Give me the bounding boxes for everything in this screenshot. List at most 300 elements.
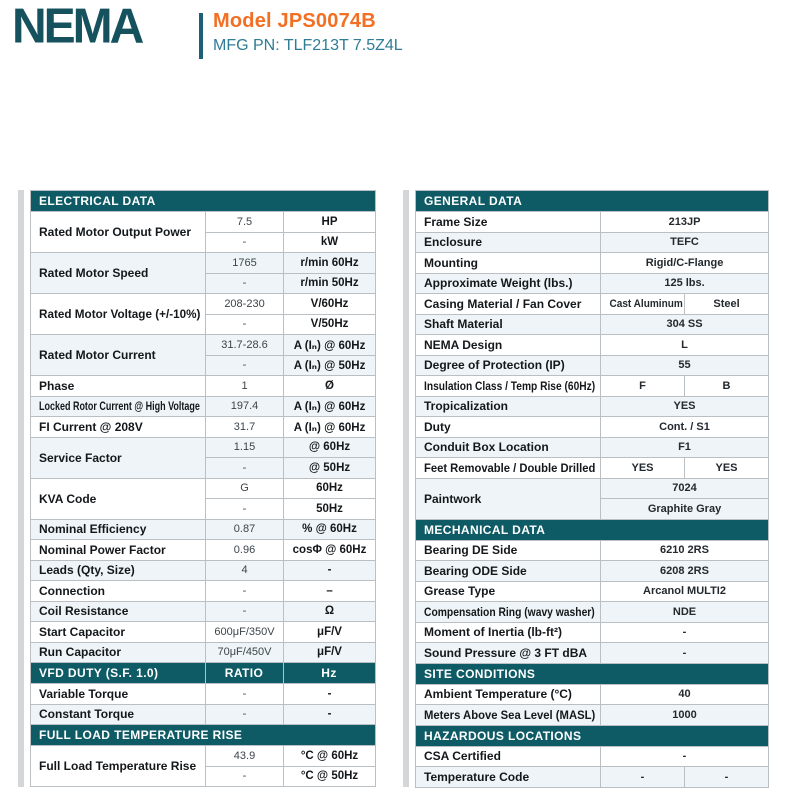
row-label-text: Constant Torque	[39, 707, 135, 722]
row-label-text: KVA Code	[39, 491, 97, 506]
row-value	[206, 376, 284, 397]
row-label	[31, 478, 206, 519]
row-unit	[284, 355, 376, 376]
spec-row	[416, 396, 769, 417]
row-unit	[284, 212, 376, 233]
row-value	[601, 253, 769, 274]
spec-row	[31, 335, 376, 356]
row-value	[206, 253, 284, 274]
row-label-text: Sound Pressure @ 3 FT dBA	[424, 645, 588, 660]
row-label	[416, 561, 601, 582]
row-unit-text: A (Iₙ) @ 60Hz	[293, 421, 366, 434]
row-unit-text: cosΦ @ 60Hz	[292, 543, 367, 556]
row-unit	[284, 396, 376, 417]
row-label-text: Degree of Protection (IP)	[424, 358, 565, 373]
row-label-text: Moment of Inertia (lb-ft²)	[424, 625, 562, 640]
row-label	[416, 396, 601, 417]
row-value	[685, 767, 769, 788]
header-separator	[199, 13, 203, 59]
row-value-text: -	[242, 277, 247, 290]
general-data-table	[415, 190, 768, 788]
row-value-text: -	[242, 236, 247, 249]
row-label	[416, 643, 601, 664]
row-value-text: -	[682, 626, 687, 639]
row-value-text: 197.4	[230, 400, 259, 413]
row-unit	[284, 581, 376, 602]
spec-table	[415, 190, 769, 788]
section-header-text: VFD DUTY (S.F. 1.0)	[39, 666, 159, 680]
row-value	[601, 643, 769, 664]
row-value	[601, 396, 769, 417]
row-label	[416, 273, 601, 294]
spec-row	[416, 314, 769, 335]
row-unit	[284, 540, 376, 561]
row-label	[416, 253, 601, 274]
row-value	[601, 499, 769, 520]
section-header-text: RATIO	[224, 666, 264, 680]
row-unit-text: @ 60Hz	[308, 441, 351, 454]
spec-row	[416, 602, 769, 623]
electrical-data-table	[30, 190, 375, 787]
row-unit-text: V/50Hz	[310, 318, 349, 331]
section-header-text: SITE CONDITIONS	[424, 666, 536, 681]
spec-row	[31, 746, 376, 767]
row-label-text: Feet Removable / Double Drilled	[424, 460, 596, 475]
row-value	[206, 458, 284, 479]
row-value	[601, 602, 769, 623]
row-value	[601, 294, 685, 315]
row-label-text: Bearing DE Side	[424, 543, 518, 558]
row-label-text: FI Current @ 208V	[39, 419, 143, 434]
row-value-text: -	[242, 770, 247, 783]
row-value-text: 1000	[672, 708, 697, 721]
spec-row	[416, 232, 769, 253]
row-label-text: Bearing ODE Side	[424, 563, 527, 578]
spec-row	[31, 642, 376, 663]
row-label-text: Compensation Ring (wavy washer)	[424, 604, 595, 619]
spec-row	[31, 212, 376, 233]
row-label-text: Casing Material / Fan Cover	[424, 296, 582, 311]
row-label	[31, 335, 206, 376]
row-value	[601, 540, 769, 561]
row-value-text: -	[724, 770, 729, 783]
section-header-text: ELECTRICAL DATA	[39, 194, 156, 208]
spec-row	[416, 294, 769, 315]
row-label-text: CSA Certified	[424, 749, 501, 764]
row-value-text: 43.9	[233, 749, 256, 762]
row-value	[206, 294, 284, 315]
spec-row	[416, 437, 769, 458]
row-value	[206, 314, 284, 335]
row-label-text: Nominal Efficiency	[39, 522, 147, 537]
section-header	[416, 519, 769, 540]
row-value	[601, 478, 769, 499]
row-value-text: 1	[241, 379, 248, 392]
row-value-text: Arcanol MULTI2	[643, 585, 726, 598]
row-unit	[284, 499, 376, 520]
row-label-text: Paintwork	[424, 491, 482, 506]
row-value-text: -	[682, 750, 687, 763]
row-label	[31, 540, 206, 561]
row-value-text: B	[722, 379, 731, 392]
row-label	[31, 684, 206, 705]
row-label	[416, 705, 601, 726]
row-value	[685, 376, 769, 397]
row-unit-text: r/min 60Hz	[300, 256, 359, 269]
row-value-text: Steel	[713, 297, 740, 310]
row-unit	[284, 376, 376, 397]
spec-row	[31, 601, 376, 622]
spec-row	[31, 437, 376, 458]
row-label	[416, 294, 601, 315]
row-value-text: NDE	[672, 605, 697, 618]
row-value-text: -	[242, 708, 247, 721]
row-label-text: Enclosure	[424, 235, 483, 250]
row-value	[601, 232, 769, 253]
row-label-text: Nominal Power Factor	[39, 542, 166, 557]
row-value	[685, 458, 769, 479]
spec-row	[416, 622, 769, 643]
spec-row	[416, 705, 769, 726]
spec-row	[31, 581, 376, 602]
row-value-text: YES	[631, 461, 654, 474]
row-label	[416, 478, 601, 519]
nema-logo: NEMA	[12, 0, 142, 54]
row-label-text: Leads (Qty, Size)	[39, 563, 135, 578]
row-value-text: 208-230	[224, 297, 265, 310]
row-label-text: Locked Rotor Current @ High Voltage	[39, 399, 200, 414]
row-unit-text: 60Hz	[316, 482, 343, 495]
row-unit-text: A (Iₙ) @ 60Hz	[293, 339, 366, 352]
row-label	[416, 335, 601, 356]
row-value	[601, 458, 685, 479]
section-header	[416, 725, 769, 746]
spec-row	[31, 622, 376, 643]
section-header	[31, 725, 376, 746]
row-value-text: -	[640, 770, 645, 783]
row-label	[416, 212, 601, 233]
row-label-text: Rated Motor Voltage (+/-10%)	[39, 307, 201, 321]
row-label	[31, 519, 206, 540]
row-value	[206, 437, 284, 458]
row-value	[601, 684, 769, 705]
model-title: Model JPS0074B	[213, 10, 376, 32]
spec-row	[416, 273, 769, 294]
row-unit	[284, 417, 376, 438]
row-unit	[284, 622, 376, 643]
row-value	[685, 294, 769, 315]
spec-row	[31, 684, 376, 705]
row-label-text: Ambient Temperature (°C)	[424, 687, 572, 702]
row-value	[206, 746, 284, 767]
row-value-text: G	[240, 482, 249, 495]
section-header-text: FULL LOAD TEMPERATURE RISE	[39, 728, 243, 742]
spec-row	[31, 560, 376, 581]
row-value-text: YES	[673, 400, 696, 413]
row-unit-text: μF/V	[317, 646, 342, 659]
row-value	[206, 560, 284, 581]
spec-row	[31, 396, 376, 417]
row-value-text: 125 lbs.	[664, 277, 705, 290]
row-unit	[284, 746, 376, 767]
row-label-text: Service Factor	[39, 450, 122, 465]
row-unit-text: Ω	[324, 605, 335, 618]
row-unit-text: -	[327, 564, 332, 577]
row-value	[601, 376, 685, 397]
row-value-text: -	[242, 359, 247, 372]
spec-row	[31, 417, 376, 438]
row-value-text: Cast Aluminum	[609, 297, 683, 310]
row-value-text: 70μF/450V	[217, 646, 272, 659]
row-value	[206, 622, 284, 643]
row-unit	[284, 437, 376, 458]
spec-row	[31, 253, 376, 274]
row-unit	[284, 519, 376, 540]
row-label-text: Rated Motor Output Power	[39, 225, 191, 239]
row-value	[206, 601, 284, 622]
row-label	[31, 560, 206, 581]
row-label-text: Frame Size	[424, 214, 488, 229]
row-unit-text: A (Iₙ) @ 50Hz	[293, 360, 366, 373]
row-label-text: Rated Motor Speed	[39, 266, 149, 280]
row-value-text: Cont. / S1	[659, 420, 710, 433]
row-value	[601, 335, 769, 356]
row-label	[31, 746, 206, 787]
row-value	[206, 478, 284, 499]
spec-row	[416, 335, 769, 356]
row-label	[31, 601, 206, 622]
row-label	[416, 314, 601, 335]
row-value-text: Rigid/C-Flange	[645, 256, 724, 269]
row-value-text: -	[242, 318, 247, 331]
row-label-text: Shaft Material	[424, 317, 503, 332]
row-label	[31, 396, 206, 417]
row-value-text: 7024	[672, 482, 697, 495]
row-unit-text: –	[326, 584, 333, 597]
row-value-text: F1	[678, 441, 691, 454]
section-header	[31, 663, 206, 684]
row-label	[31, 253, 206, 294]
spec-row	[416, 684, 769, 705]
row-label	[31, 376, 206, 397]
section-header	[416, 191, 769, 212]
row-value	[206, 704, 284, 725]
left-accent-strip	[18, 190, 24, 787]
spec-row	[416, 581, 769, 602]
row-value-text: 0.87	[233, 523, 256, 536]
row-unit-text: % @ 60Hz	[302, 523, 357, 536]
row-unit-text: μF/V	[317, 625, 342, 638]
row-value	[601, 622, 769, 643]
row-unit-text: Ø	[325, 379, 334, 392]
row-label	[31, 417, 206, 438]
row-value	[206, 417, 284, 438]
row-value-text: -	[682, 646, 687, 659]
row-label-text: Mounting	[424, 255, 478, 270]
row-value	[206, 499, 284, 520]
row-label-text: Rated Motor Current	[39, 348, 156, 362]
row-value-text: -	[242, 461, 247, 474]
row-value-text: 6208 2RS	[660, 564, 709, 577]
row-label	[31, 622, 206, 643]
row-value	[601, 581, 769, 602]
row-unit	[284, 704, 376, 725]
row-value	[206, 581, 284, 602]
row-value	[206, 273, 284, 294]
row-unit-text: -	[327, 708, 332, 721]
row-value-text: F	[639, 379, 646, 392]
row-label	[31, 704, 206, 725]
row-value-text: L	[681, 338, 688, 351]
section-header	[416, 663, 769, 684]
row-value	[601, 746, 769, 767]
spec-row	[416, 376, 769, 397]
row-value-text: -	[242, 502, 247, 515]
spec-row	[416, 253, 769, 274]
row-value-text: 4	[241, 564, 248, 577]
row-unit	[284, 253, 376, 274]
spec-row	[416, 417, 769, 438]
row-value-text: -	[242, 584, 247, 597]
row-unit	[284, 232, 376, 253]
row-label-text: Phase	[39, 378, 75, 393]
row-label	[416, 746, 601, 767]
section-header	[206, 663, 284, 684]
section-header	[31, 191, 376, 212]
spec-row	[31, 540, 376, 561]
row-label	[416, 458, 601, 479]
spec-row	[31, 294, 376, 315]
row-label-text: Coil Resistance	[39, 604, 129, 619]
spec-row	[31, 478, 376, 499]
row-value-text: 6210 2RS	[660, 544, 709, 557]
row-unit-text: r/min 50Hz	[300, 277, 359, 290]
spec-row	[416, 458, 769, 479]
row-value	[601, 314, 769, 335]
row-unit-text: °C @ 50Hz	[300, 770, 359, 783]
row-unit-text: °C @ 60Hz	[300, 749, 359, 762]
row-label	[416, 540, 601, 561]
row-label-text: Approximate Weight (lbs.)	[424, 276, 573, 291]
row-value-text: 31.7-28.6	[221, 338, 268, 351]
row-value	[206, 684, 284, 705]
row-label	[416, 437, 601, 458]
row-label-text: Meters Above Sea Level (MASL)	[424, 707, 596, 722]
row-value	[206, 519, 284, 540]
section-header-text: Hz	[321, 666, 337, 680]
row-value	[206, 766, 284, 787]
row-unit	[284, 642, 376, 663]
row-value-text: 1765	[232, 256, 257, 269]
row-unit-text: 50Hz	[316, 502, 343, 515]
spec-table	[30, 190, 376, 787]
row-label-text: Run Capacitor	[39, 645, 122, 660]
row-label	[31, 437, 206, 478]
row-value	[601, 561, 769, 582]
row-value	[601, 437, 769, 458]
row-label	[416, 602, 601, 623]
row-label	[416, 767, 601, 788]
row-label	[31, 294, 206, 335]
row-value	[601, 767, 685, 788]
row-value-text: 31.7	[233, 420, 256, 433]
row-value-text: 0.96	[233, 543, 256, 556]
row-value-text: 40	[678, 688, 691, 701]
section-header-text: MECHANICAL DATA	[424, 522, 546, 537]
row-value-text: 213JP	[668, 215, 701, 228]
section-header	[284, 663, 376, 684]
row-value-text: -	[242, 605, 247, 618]
row-unit	[284, 273, 376, 294]
section-header-text: GENERAL DATA	[424, 194, 523, 208]
spec-row	[416, 355, 769, 376]
row-unit	[284, 335, 376, 356]
mfg-part-number: MFG PN: TLF213T 7.5Z4L	[213, 37, 403, 54]
row-value-text: TEFC	[670, 236, 699, 249]
row-label	[31, 642, 206, 663]
row-label-text: Grease Type	[424, 584, 496, 599]
row-value-text: 304 SS	[666, 318, 703, 331]
right-accent-strip	[403, 190, 409, 787]
spec-row	[31, 519, 376, 540]
row-value	[206, 232, 284, 253]
row-label-text: Insulation Class / Temp Rise (60Hz)	[424, 378, 596, 393]
row-label-text: Duty	[424, 419, 451, 434]
row-unit	[284, 314, 376, 335]
row-value	[206, 335, 284, 356]
row-unit-text: -	[327, 687, 332, 700]
spec-row	[416, 767, 769, 788]
row-unit	[284, 766, 376, 787]
row-unit	[284, 294, 376, 315]
row-unit-text: kW	[320, 236, 339, 249]
row-value	[206, 212, 284, 233]
row-value-text: YES	[715, 461, 738, 474]
row-value-text: Graphite Gray	[647, 502, 722, 515]
spec-row	[416, 746, 769, 767]
row-label	[416, 232, 601, 253]
row-unit	[284, 478, 376, 499]
row-label-text: Tropicalization	[424, 399, 509, 414]
row-value	[601, 705, 769, 726]
row-value	[601, 355, 769, 376]
row-label	[31, 212, 206, 253]
row-value	[601, 273, 769, 294]
spec-row	[31, 376, 376, 397]
row-value	[206, 540, 284, 561]
row-value	[601, 212, 769, 233]
row-label-text: Full Load Temperature Rise	[39, 759, 197, 773]
row-label	[416, 417, 601, 438]
row-unit	[284, 458, 376, 479]
spec-row	[416, 540, 769, 561]
row-value	[206, 355, 284, 376]
row-value-text: -	[242, 687, 247, 700]
row-label-text: Start Capacitor	[39, 624, 126, 639]
row-unit-text: @ 50Hz	[308, 461, 351, 474]
row-value	[601, 417, 769, 438]
row-value-text: 7.5	[236, 215, 253, 228]
row-label	[416, 355, 601, 376]
row-label-text: NEMA Design	[424, 337, 503, 352]
row-label-text: Conduit Box Location	[424, 440, 549, 455]
row-value-text: 55	[678, 359, 691, 372]
row-label	[416, 376, 601, 397]
row-unit-text: HP	[321, 215, 338, 228]
row-value-text: 600μF/350V	[214, 625, 275, 638]
spec-row	[416, 643, 769, 664]
spec-row	[31, 704, 376, 725]
